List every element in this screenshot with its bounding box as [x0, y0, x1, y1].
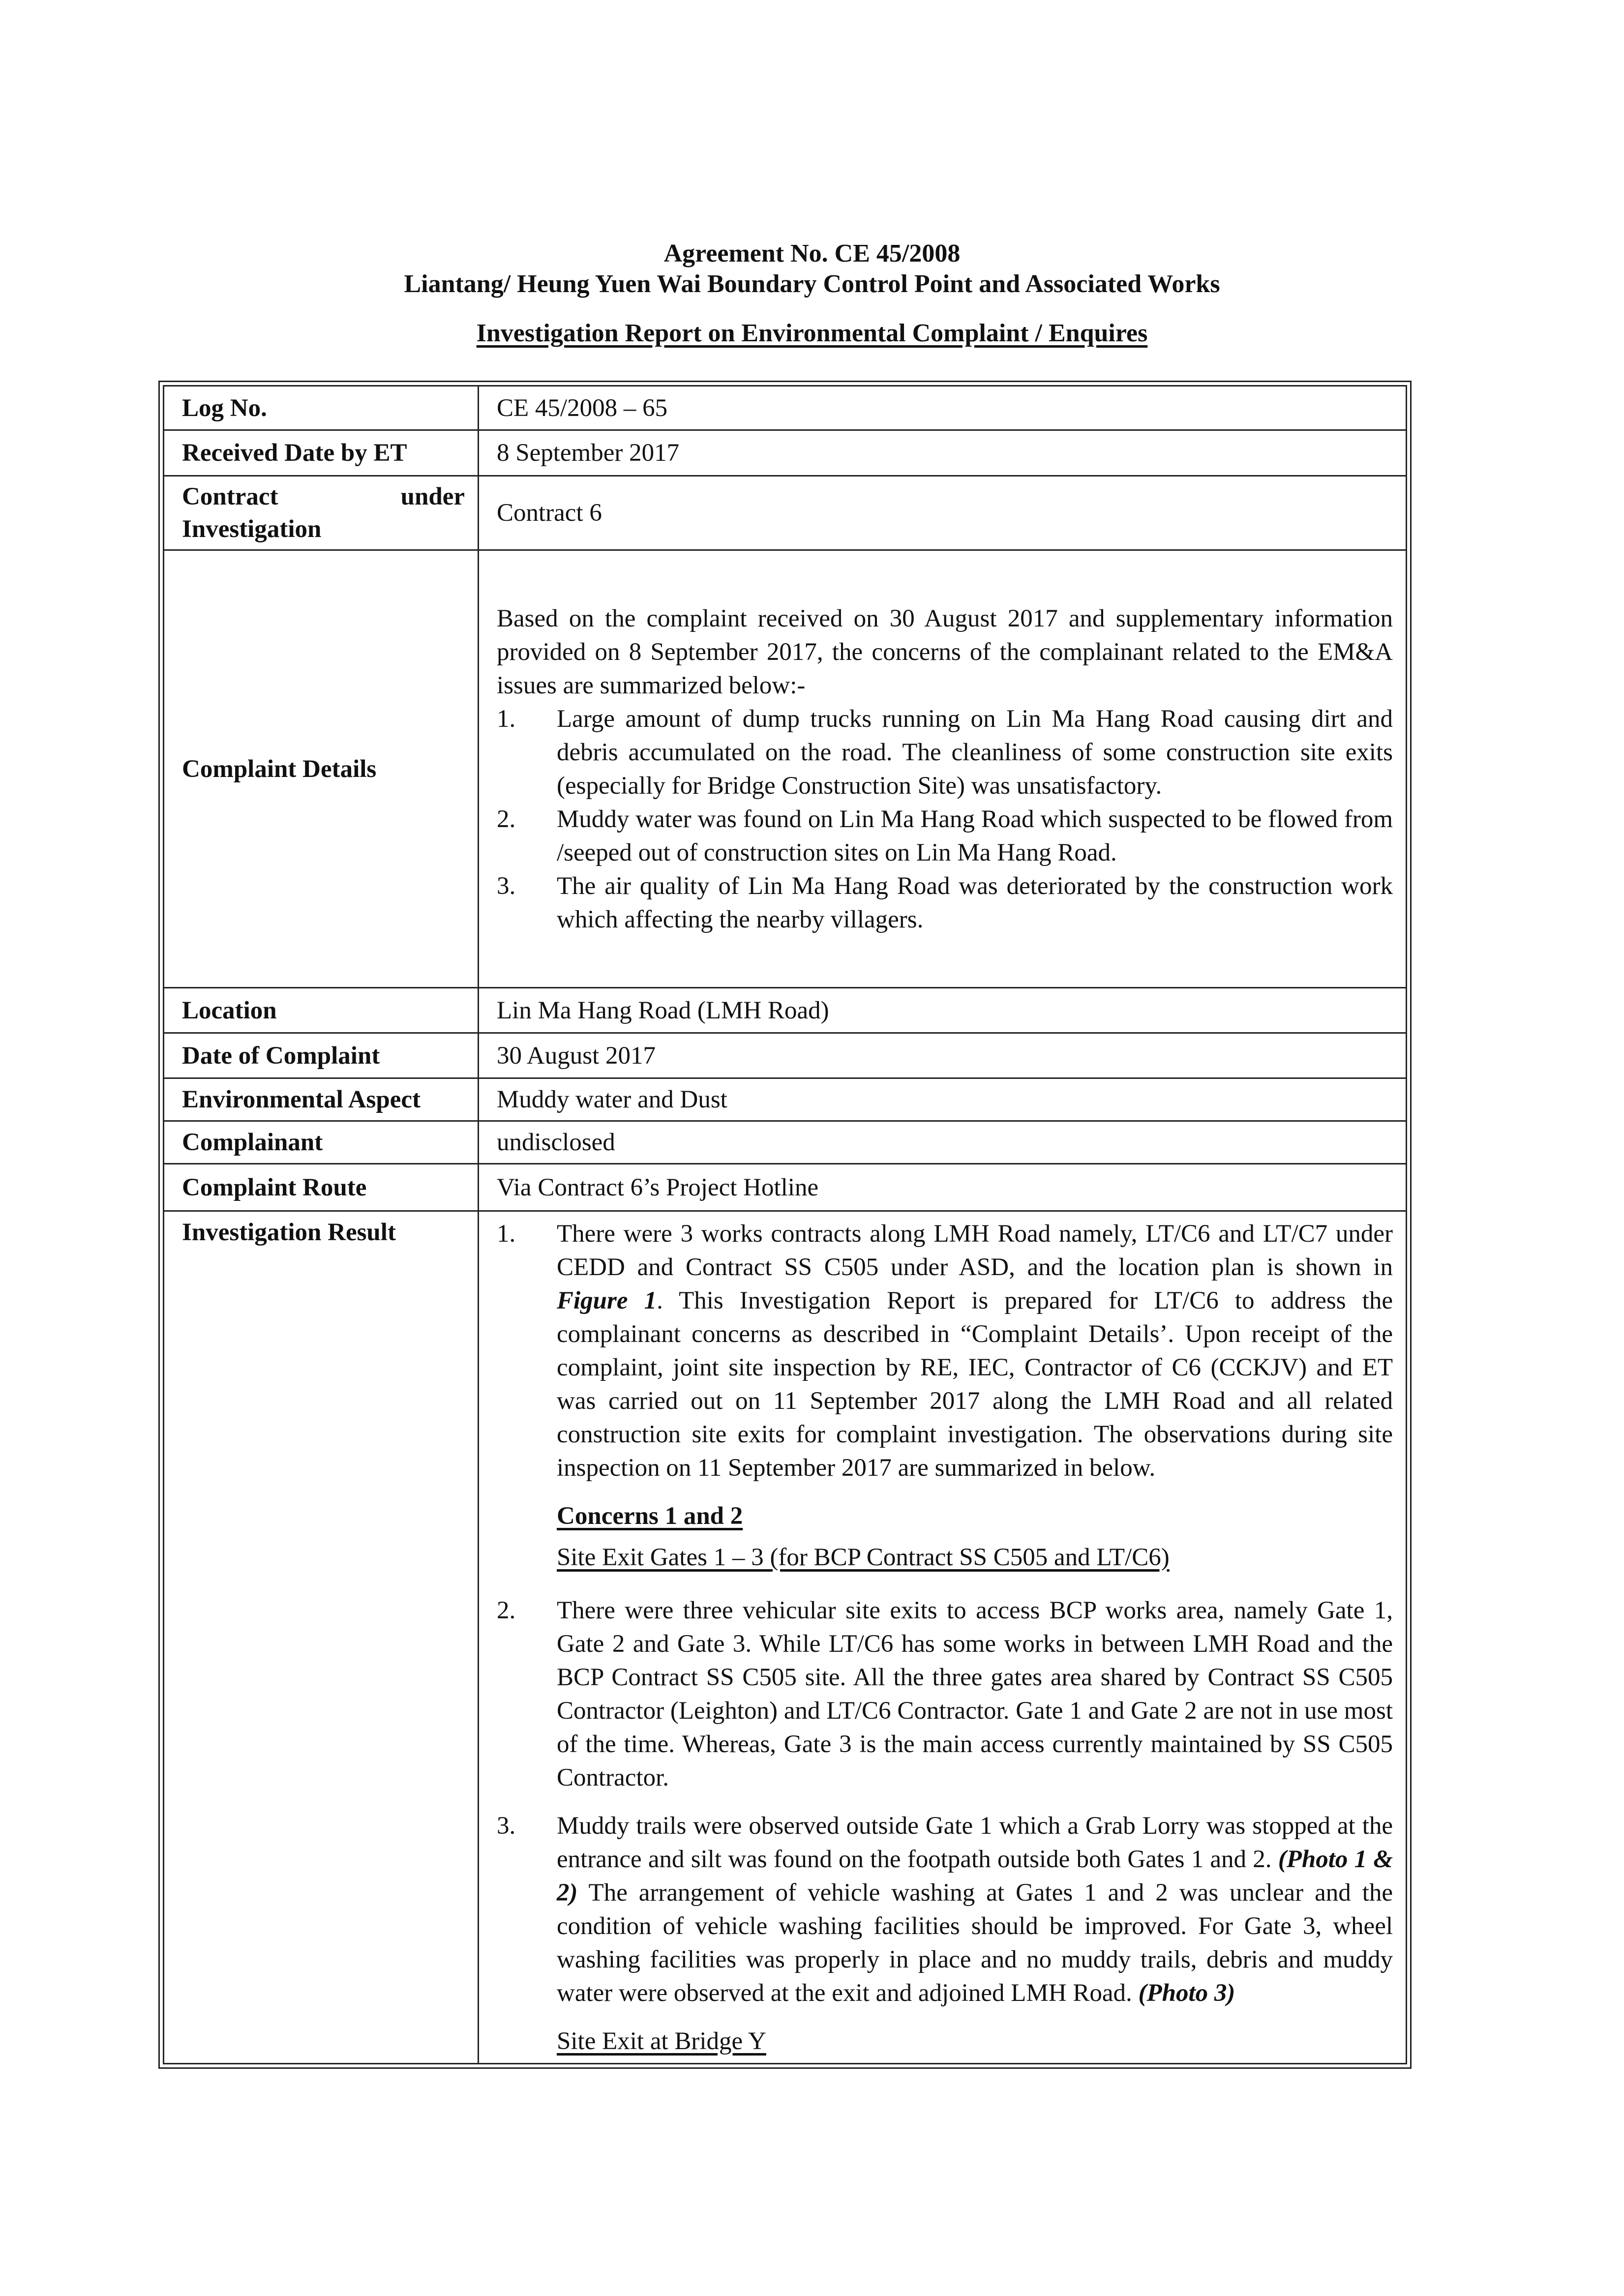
complaint-details-value	[479, 550, 1407, 988]
row-environmental-aspect	[164, 1078, 1407, 1121]
location-label: Location	[164, 988, 479, 1033]
complainant-value: undisclosed	[479, 1121, 1407, 1164]
list-item	[497, 869, 1393, 936]
row-date-of-complaint	[164, 1033, 1407, 1078]
log-no-label: Log No.	[164, 386, 479, 430]
list-item	[497, 1217, 1393, 1485]
list-item	[497, 1809, 1393, 2010]
row-complaint-route	[164, 1164, 1407, 1211]
list-item-number: 1.	[497, 705, 516, 733]
investigation-result-label: Investigation Result	[164, 1211, 479, 2064]
list-item	[497, 1594, 1393, 1794]
row-log-no	[164, 386, 1407, 430]
contract-label-part2: under	[400, 483, 465, 510]
figure-reference: Figure 1	[557, 1286, 657, 1314]
investigation-result-value	[479, 1211, 1407, 2064]
list-item-text: There were 3 works contracts along LMH Road namely, LT/C6 and LT/C7 under CEDD and Contract SS C505 under ASD, and the location plan is shown in	[557, 1220, 1393, 1281]
agreement-number: Agreement No. CE 45/2008	[663, 239, 961, 268]
photo-reference: (Photo 3)	[1138, 1979, 1235, 2007]
row-investigation-result	[164, 1211, 1407, 2064]
report-table	[163, 385, 1407, 2064]
row-complainant	[164, 1121, 1407, 1164]
row-location	[164, 988, 1407, 1033]
list-item-number: 2.	[497, 1596, 516, 1624]
complaint-route-label: Complaint Route	[164, 1164, 479, 1211]
complaint-details-intro: Based on the complaint received on 30 August 2017 and supplementary information provided on 8 September 2017, the concerns of the complainant related to the EM&A issues are summarized below:-	[497, 604, 1393, 699]
photo-reference: (Photo 1 & 2)	[557, 1845, 1393, 1907]
investigation-list-part2	[497, 1594, 1393, 2010]
report-frame	[158, 381, 1412, 2069]
site-exit-bridge-heading: Site Exit at Bridge Y	[557, 2027, 766, 2055]
received-date-value: 8 September 2017	[479, 430, 1407, 476]
location-value: Lin Ma Hang Road (LMH Road)	[479, 988, 1407, 1033]
list-item-text: Large amount of dump trucks running on Lin Ma Hang Road causing dirt and debris accumulated on the road. The cleanliness of some construction site exits (especially for Bridge Construction Site) was unsatisfactory.	[557, 705, 1393, 800]
complaint-details-label: Complaint Details	[164, 550, 479, 988]
contract-label	[164, 476, 479, 550]
row-received-date	[164, 430, 1407, 476]
investigation-list-part1	[497, 1217, 1393, 1485]
list-item-number: 1.	[497, 1220, 516, 1248]
complaint-route-value: Via Contract 6’s Project Hotline	[479, 1164, 1407, 1211]
report-title: Investigation Report on Environmental Complaint / Enquires	[476, 319, 1148, 347]
contract-label-part3: Investigation	[182, 515, 322, 543]
contract-value: Contract 6	[479, 476, 1407, 550]
list-item	[497, 702, 1393, 803]
list-item-text: There were three vehicular site exits to access BCP works area, namely Gate 1, Gate 2 and Gate 3. While LT/C6 has some works in between LMH Road and the BCP Contract SS C505 site. All the three gates area shared by Contract SS C505 Contractor (Leighton) and LT/C6 Contractor. Gate 1 and Gate 2 are not in use most of the time. Whereas, Gate 3 is the main access currently maintained by SS C505 Contractor.	[557, 1596, 1393, 1791]
row-complaint-details	[164, 550, 1407, 988]
list-item-number: 3.	[497, 872, 516, 900]
list-item-text-cont: The arrangement of vehicle washing at Gates 1 and 2 was unclear and the condition of vehicle washing facilities should be improved. For Gate 3, wheel washing facilities was properly in place and no muddy trails, debris and muddy water were observed at the exit and adjoined LMH Road.	[557, 1879, 1393, 2007]
list-item-text: Muddy water was found on Lin Ma Hang Road which suspected to be flowed from /seeped out of construction sites on Lin Ma Hang Road.	[557, 805, 1393, 866]
concerns-heading: Concerns 1 and 2	[557, 1502, 743, 1530]
complainant-label: Complainant	[164, 1121, 479, 1164]
date-of-complaint-label: Date of Complaint	[164, 1033, 479, 1078]
site-exit-gates-heading: Site Exit Gates 1 – 3 (for BCP Contract SS C505 and LT/C6)	[557, 1543, 1170, 1571]
list-item-number: 3.	[497, 1812, 516, 1840]
environmental-aspect-value: Muddy water and Dust	[479, 1078, 1407, 1121]
log-no-value: CE 45/2008 – 65	[479, 386, 1407, 430]
list-spacer	[497, 1794, 1393, 1809]
list-item-number: 2.	[497, 805, 516, 833]
environmental-aspect-label: Environmental Aspect	[164, 1078, 479, 1121]
date-of-complaint-value: 30 August 2017	[479, 1033, 1407, 1078]
received-date-label: Received Date by ET	[164, 430, 479, 476]
complaint-details-list	[497, 702, 1393, 936]
list-item-text-cont: . This Investigation Report is prepared for LT/C6 to address the complainant concerns as described in “Complaint Details’. Upon receipt of the complaint, joint site inspection by RE, IEC, Contractor of C6 (CCKJV) and ET was carried out on 11 September 2017 along the LMH Road and all related construction site exits for complaint investigation. The observations during site inspection on 11 September 2017 are summarized in below.	[557, 1286, 1393, 1482]
project-title: Liantang/ Heung Yuen Wai Boundary Control Point and Associated Works	[404, 270, 1220, 298]
list-item	[497, 803, 1393, 869]
row-contract	[164, 476, 1407, 550]
list-item-text: The air quality of Lin Ma Hang Road was deteriorated by the construction work which affecting the nearby villagers.	[557, 872, 1393, 933]
contract-label-part1: Contract	[182, 483, 278, 510]
list-item-text: Muddy trails were observed outside Gate 1 which a Grab Lorry was stopped at the entrance and silt was found on the footpath outside both Gates 1 and 2.	[557, 1812, 1393, 1873]
